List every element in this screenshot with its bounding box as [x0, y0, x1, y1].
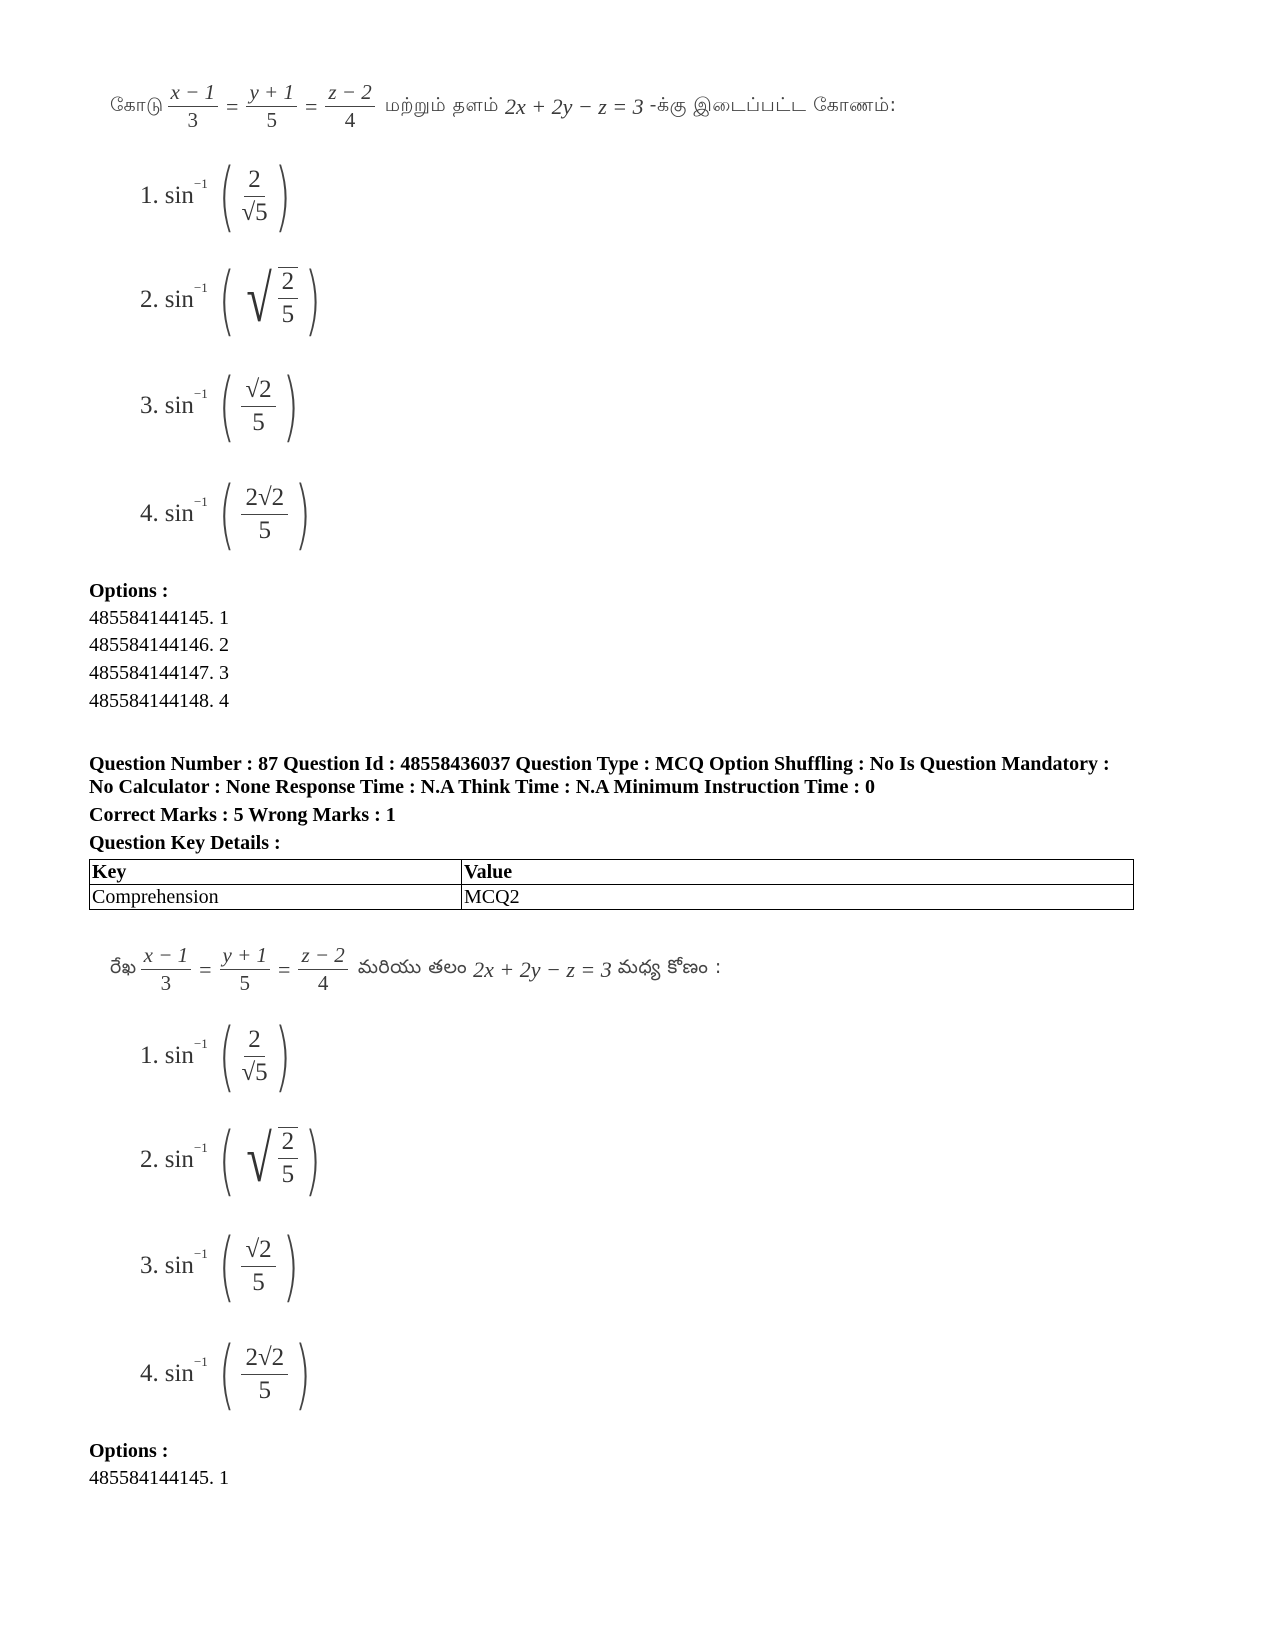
stem-lead-word: கோடு	[110, 94, 164, 116]
table-header-key: Key	[90, 860, 462, 885]
table-cell-value: MCQ2	[462, 885, 1134, 910]
fraction-x: $\frac{x - 1}{3}$	[168, 80, 219, 133]
fraction-y: $\frac{y + 1}{5}$	[246, 80, 297, 133]
option-id-4: 485584144148. 4	[89, 690, 229, 712]
stem-middle-text: மற்றும் தளம்	[384, 94, 499, 116]
stem-middle-text: మరియు తలం	[357, 956, 468, 978]
choice-2: 2. sin −1 ( √ 2 5 )	[140, 255, 322, 344]
stem-lead-word: రేఖ	[110, 956, 137, 978]
question-meta-line2: No Calculator : None Response Time : N.A Think Time : N.A Minimum Instruction Time : 0	[89, 776, 875, 798]
fraction-z: $\frac{z - 2}{4}$	[325, 80, 374, 133]
fraction-z: $\frac{z - 2}{4}$	[298, 943, 347, 996]
option-id-1: 485584144145. 1	[89, 607, 229, 629]
table-header-row	[90, 860, 1134, 885]
options-heading: Options :	[89, 580, 169, 602]
question-meta-line1: Question Number : 87 Question Id : 48558436037 Question Type : MCQ Option Shuffling : No Is Question Mandatory :	[89, 753, 1110, 775]
plane-equation: 2x + 2y − z = 3	[473, 956, 612, 982]
choice-3: 3. sin −1 ( $\frac{√2}{5}$ )	[140, 361, 299, 450]
question-86-stem: கோடு $\frac{x - 1}{3}$ = $\frac{y + 1}{5}$ = $\frac{z - 2}{4}$ மற்றும் தளம் 2x + 2y − z = 3 -க்கு இடைப்பட்ட கோணம்:	[110, 80, 897, 132]
question-marks: Correct Marks : 5 Wrong Marks : 1	[89, 804, 396, 826]
stem-tail-text: -க்கு இடைப்பட்ட கோணம்:	[649, 94, 897, 116]
stem-tail-text: మధ్య కోణం :	[617, 956, 722, 978]
choice-2: 2. sin −1 ( √ 2 5 )	[140, 1115, 322, 1204]
option-id-3: 485584144147. 3	[89, 662, 229, 684]
question-87-stem: రేఖ $\frac{x - 1}{3}$ = $\frac{y + 1}{5}$ = $\frac{z - 2}{4}$ మరియు తలం 2x + 2y − z = 3 మధ్య కోణం :	[110, 943, 722, 995]
choice-3: 3. sin −1 ( $\frac{√2}{5}$ )	[140, 1221, 299, 1310]
table-header-value: Value	[462, 860, 1134, 885]
key-table	[89, 859, 1134, 910]
fraction-y: $\frac{y + 1}{5}$	[220, 943, 271, 996]
choice-1: 1. sin −1 ( $\frac{2}{√5}$ )	[140, 151, 291, 240]
plane-equation: 2x + 2y − z = 3	[504, 93, 644, 119]
choice-4: 4. sin −1 ( $\frac{2√2}{5}$ )	[140, 469, 312, 558]
option-id-1: 485584144145. 1	[89, 1467, 229, 1489]
question-key-details: Question Key Details :	[89, 832, 281, 854]
choice-1: 1. sin −1 ( $\frac{2}{√5}$ )	[140, 1011, 291, 1100]
choice-4: 4. sin −1 ( $\frac{2√2}{5}$ )	[140, 1329, 312, 1418]
fraction-x: $\frac{x - 1}{3}$	[141, 943, 192, 996]
table-cell-key: Comprehension	[90, 885, 462, 910]
options-heading: Options :	[89, 1440, 169, 1462]
table-row	[90, 885, 1134, 910]
option-id-2: 485584144146. 2	[89, 634, 229, 656]
